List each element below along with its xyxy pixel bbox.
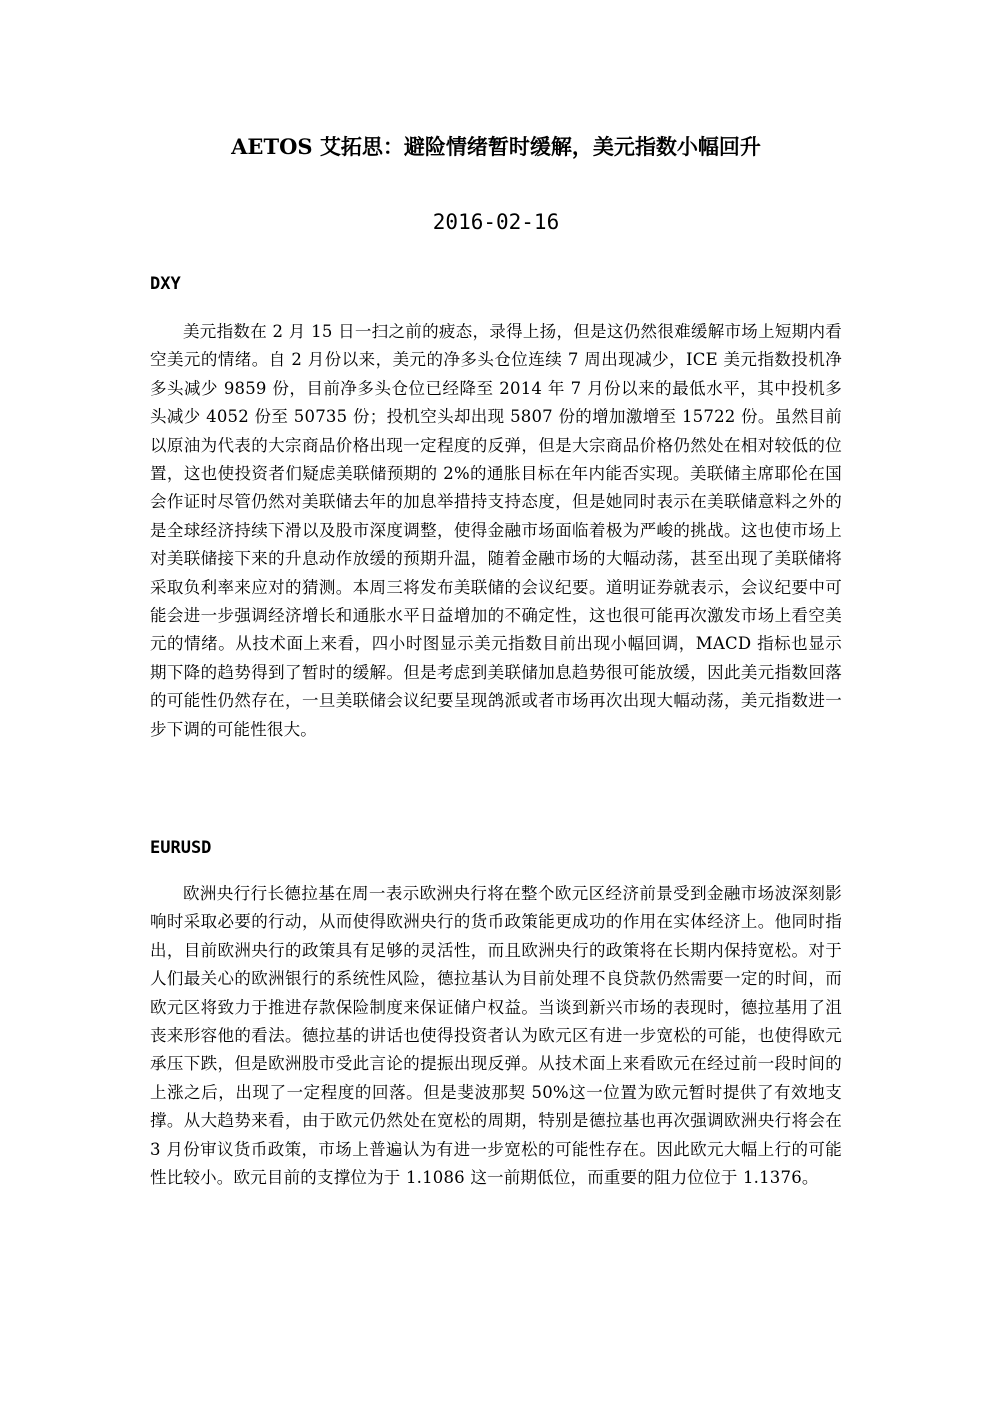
section-body-eurusd: 欧洲央行行长德拉基在周一表示欧洲央行将在整个欧元区经济前景受到金融市场波深刻影响时采取必要的行动，从而使得欧洲央行的货币政策能更成功的作用在实体经济上。他同时指出，目前欧洲央行的政策具有足够的灵活性，而且欧洲央行的政策将在长期内保持宽松。对于人们最关心的欧洲银行的系统性风险，德拉基认为目前处理不良贷款仍然需要一定的时间，而欧元区将致力于推进存款保险制度来保证储户权益。当谈到新兴市场的表现时，德拉基用了沮丧来形容他的看法。德拉基的讲话也使得投资者认为欧元区有进一步宽松的可能，也使得欧元承压下跌，但是欧洲股市受此言论的提振出现反弹。从技术面上来看欧元在经过前一段时间的上涨之后，出现了一定程度的回落。但是斐波那契 50%这一位置为欧元暂时提供了有效地支撑。从大趋势来看，由于欧元仍然处在宽松的周期，特别是德拉基也再次强调欧洲央行将会在 3 月份审议货币政策，市场上普遍认为有进一步宽松的可能性存在。因此欧元大幅上行的可能性比较小。欧元目前的支撑位为于 1.1086 这一前期低位，而重要的阻力位位于 1.1376。 [150, 884, 842, 1188]
section-heading-dxy: DXY [150, 274, 181, 294]
section-heading-eurusd: EURUSD [150, 838, 212, 858]
section-body-dxy: 美元指数在 2 月 15 日一扫之前的疲态，录得上扬，但是这仍然很难缓解市场上短期内看空美元的情绪。自 2 月份以来，美元的净多头仓位连续 7 周出现减少，ICE 美元指数投机净多头减少 9859 份，目前净多头仓位已经降至 2014 年 7 月份以来的最低水平，其中投机多头减少 4052 份至 50735 份；投机空头却出现 5807 份的增加激增至 15722 份。虽然目前以原油为代表的大宗商品价格出现一定程度的反弹，但是大宗商品价格仍然处在相对较低的位置，这也使投资者们疑虑美联储预期的 2%的通胀目标在年内能否实现。美联储主席耶伦在国会作证时尽管仍然对美联储去年的加息举措持支持态度，但是她同时表示在美联储意料之外的是全球经济持续下滑以及股市深度调整，使得金融市场面临着极为严峻的挑战。这也使市场上对美联储接下来的升息动作放缓的预期升温，随着金融市场的大幅动荡，甚至出现了美联储将采取负利率来应对的猜测。本周三将发布美联储的会议纪要。道明证券就表示，会议纪要中可能会进一步强调经济增长和通胀水平日益增加的不确定性，这也很可能再次激发市场上看空美元的情绪。从技术面上来看，四小时图显示美元指数目前出现小幅回调，MACD 指标也显示期下降的趋势得到了暂时的缓解。但是考虑到美联储加息趋势很可能放缓，因此美元指数回落的可能性仍然存在，一旦美联储会议纪要呈现鸽派或者市场再次出现大幅动荡，美元指数进一步下调的可能性很大。 [150, 322, 842, 739]
document-title: AETOS 艾拓思：避险情绪暂时缓解，美元指数小幅回升 [231, 134, 761, 159]
document-date: 2016-02-16 [432, 210, 560, 234]
